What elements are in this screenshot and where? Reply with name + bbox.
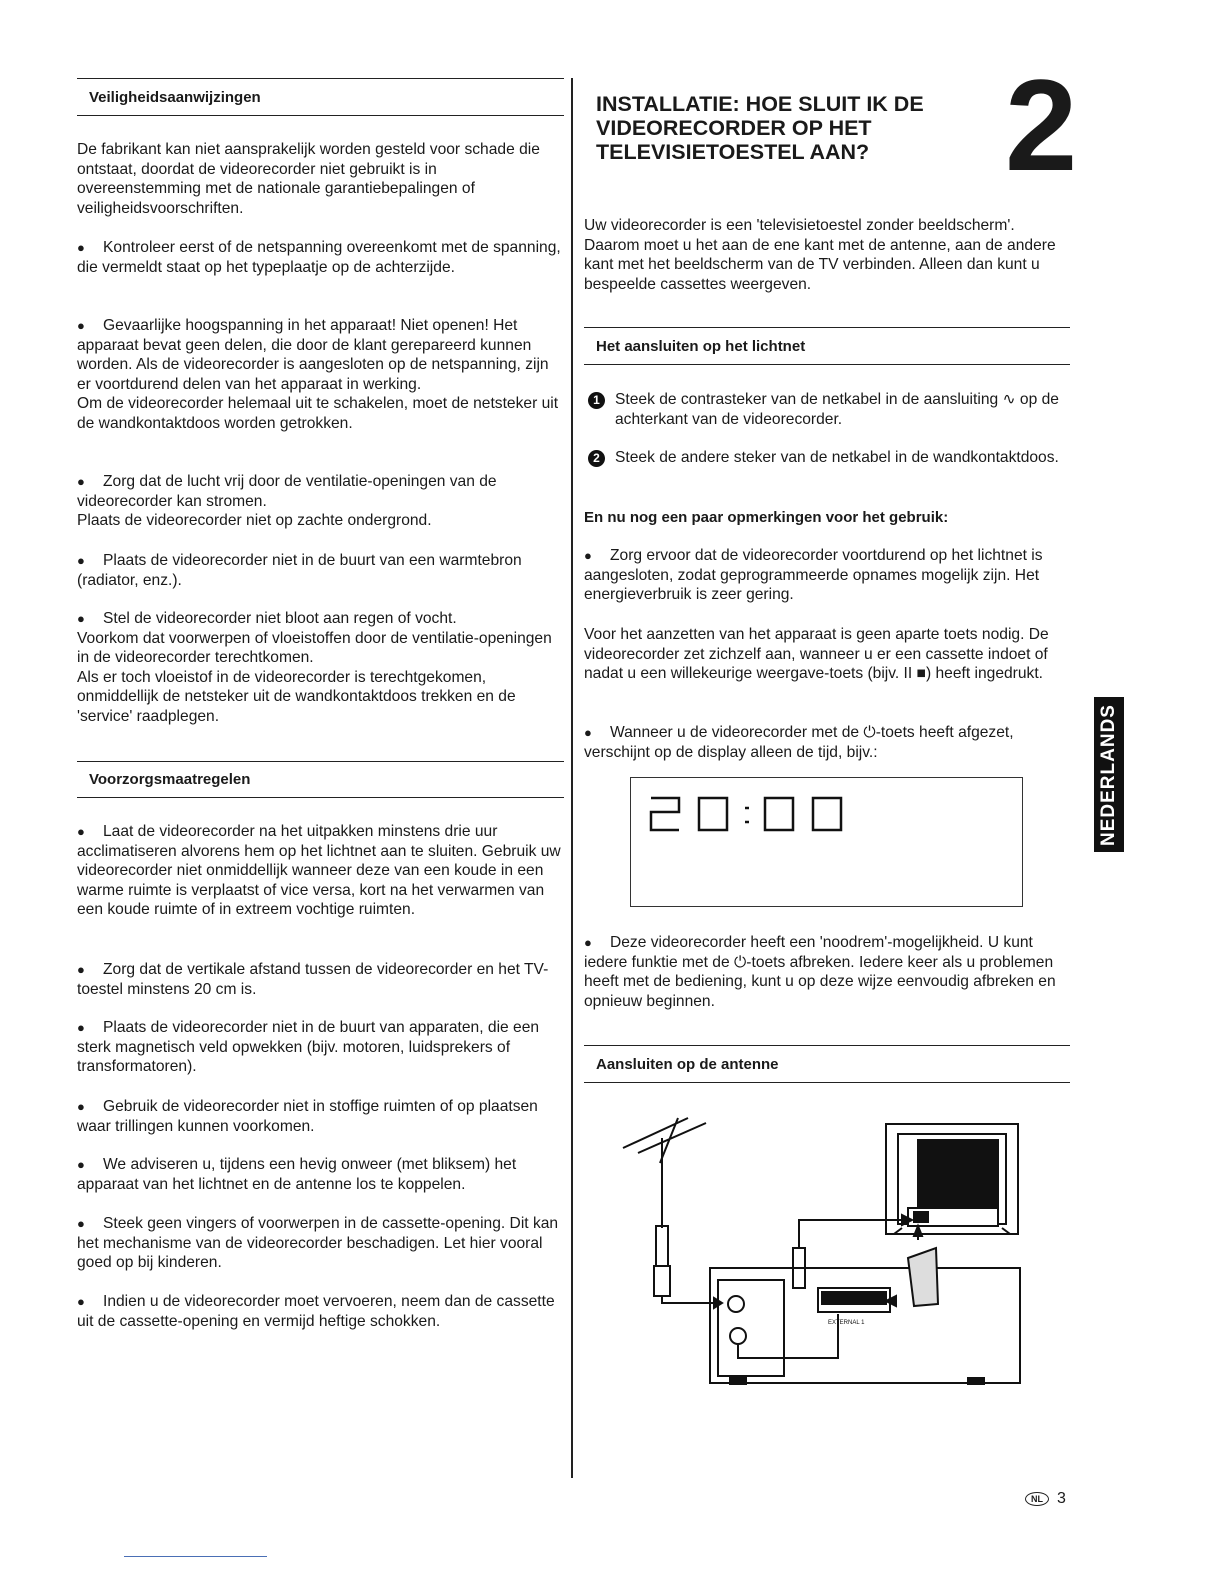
safety-item-group [77,472,564,531]
antenna-heading-text: Aansluiten op de antenne [596,1055,779,1073]
remark-item: ● Deze videorecorder heeft een 'noodrem'-mogelijkheid. U kunt iedere funktie met de ⏻-toets afbreken. Iedere keer als u problemen heeft met de bediening, kunt u op deze wijze eenvoudig afbreken en opnieuw beginnen. [584,933,1070,1011]
vcr-icon [710,1268,1020,1383]
display-illustration [630,777,1023,907]
precaution-item: ● Gebruik de videorecorder niet in stoffige ruimten of op plaatsen waar trillingen kunnen voorkomen. [77,1097,564,1136]
precaution-item: ● Plaats de videorecorder niet in de buurt van apparaten, die een sterk magnetisch veld opwekken (bijv. motoren, luidsprekers of transformatoren). [77,1018,564,1077]
step-2 [588,448,1070,468]
page-number-value: 3 [1057,1490,1066,1507]
column-divider [571,78,573,1478]
step-2-badge: 2 [588,450,605,467]
step-1 [588,390,1070,429]
safety-heading-text: Veiligheidsaanwijzingen [89,88,261,106]
chapter-number: 2 [1005,52,1078,198]
safety-item-cont: Voorkom dat voorwerpen of vloeistoffen door de ventilatie-openingen in de videorecorder terechtkomen. [77,629,552,667]
language-tab-label: NEDERLANDS [1098,703,1120,846]
precaution-item: ● Zorg dat de vertikale afstand tussen de videorecorder en het TV-toestel minstens 20 cm is. [77,960,564,999]
step-1-text: Steek de contrasteker van de netkabel in de aansluiting ∿ op de achterkant van de videorecorder. [615,391,1059,428]
safety-item-cont: Om de videorecorder helemaal uit te schakelen, moet de netsteker uit de wandkontaktdoos worden getrokken. [77,395,559,432]
language-tab [1094,697,1124,852]
antenna-heading [584,1045,1070,1083]
nl-badge-icon: NL [1025,1492,1049,1506]
safety-item-cont: Plaats de videorecorder niet op zachte ondergrond. [77,512,432,530]
page-number [1025,1490,1066,1508]
step-1-badge: 1 [588,392,605,409]
precaution-item: ● Laat de videorecorder na het uitpakken minstens drie uur acclimatiseren alvorens hem op het lichtnet aan te sluiten. Gebruik uw videorecorder niet onmiddellijk wanneer deze van een koude in een warme ruimte is verplaatst of vice versa, kort na het verwarmen van een koude ruimte of in extreem vochtige ruimten. [77,822,564,920]
precautions-heading [77,761,564,798]
page-title: INSTALLATIE: HOE SLUIT IK DE VIDEORECORDER OP HET TELEVISIETOESTEL AAN? [596,92,924,164]
intro-text: Uw videorecorder is een 'televisietoestel zonder beeldscherm'. Daarom moet u het aan de ene kant met de antenne, aan de andere kant met het beeldscherm van de TV verbinden. Alleen dan kunt u bespeelde cassettes weergeven. [584,217,1056,293]
precaution-item: ● Steek geen vingers of voorwerpen in de cassette-opening. Dit kan het mechanisme van de videorecorder beschadigen. Let hier vooral goed op bij kinderen. [77,1214,564,1273]
mains-heading [584,327,1070,365]
antenna-icon [623,1118,706,1163]
safety-item-group [77,316,564,434]
precaution-item: ● Indien u de videorecorder moet vervoeren, neem dan de cassette uit de cassette-opening en vermijd heftige schokken. [77,1292,564,1331]
remark-item: ● Wanneer u de videorecorder met de ⏻-toets heeft afgezet, verschijnt op de display alleen de tijd, bijv.: [584,723,1070,762]
safety-item-cont: Als er toch vloeistof in de videorecorder is terechtgekomen, onmiddellijk de netsteker uit de wandkontaktdoos trekken en de 'service' raadplegen. [77,668,516,725]
mains-heading-text: Het aansluiten op het lichtnet [596,337,806,355]
seven-segment-time [641,786,881,846]
safety-item: ● Gevaarlijke hoogspanning in het apparaat! Niet openen! Het apparaat bevat geen delen, die door de klant gerepareerd kunnen worden. Als de videorecorder is aangesloten op de netspanning, zijn er voortdurend delen van het apparaat in werking. [77,316,564,394]
safety-item-group [77,609,564,727]
precaution-item: ● We adviseren u, tijdens een hevig onweer (met bliksem) het apparaat van het lichtnet en de antenne los te koppelen. [77,1155,564,1194]
safety-item: ● Zorg dat de lucht vrij door de ventilatie-openingen van de videorecorder kan stromen. [77,472,564,511]
safety-item: ● Plaats de videorecorder niet in de buurt van een warmtebron (radiator, enz.). [77,551,564,590]
safety-item: ● Kontroleer eerst of de netspanning overeenkomt met de spanning, die vermeldt staat op het typeplaatje op de achterzijde. [77,238,564,277]
remarks-heading: En nu nog een paar opmerkingen voor het gebruik: [584,509,949,526]
safety-heading [77,78,564,116]
remark-text: Voor het aanzetten van het apparaat is geen aparte toets nodig. De videorecorder zet zichzelf aan, wanneer u er een cassette indoet of nadat u een willekeurige weergave-toets (bijv. II ■) heeft ingedrukt. [584,626,1049,683]
antenna-connection-diagram [618,1108,1028,1393]
step-2-text: Steek de andere steker van de netkabel in de wandkontaktdoos. [615,449,1059,466]
safety-intro: De fabrikant kan niet aansprakelijk worden gesteld voor schade die ontstaat, doordat de videorecorder niet gebruikt is in overeenstemming met de nationale garantiebepalingen of veiligheidsvoorschriften. [77,141,540,217]
footer-line [124,1556,267,1557]
remark-item: ● Zorg ervoor dat de videorecorder voortdurend op het lichtnet is aangesloten, zodat geprogrammeerde opnames mogelijk zijn. Het energieverbruik is zeer gering. [584,546,1070,605]
precautions-heading-text: Voorzorgsmaatregelen [89,771,251,788]
safety-item: ● Stel de videorecorder niet bloot aan regen of vocht. [77,609,564,629]
external-1-label: EXTERNAL 1 [828,1320,865,1326]
